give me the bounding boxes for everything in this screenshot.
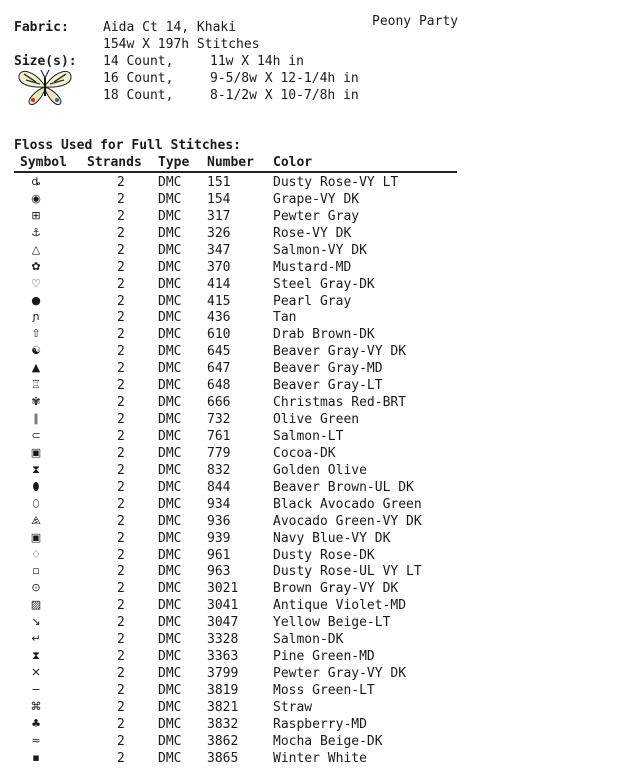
table-row (0, 598, 640, 615)
symbol-icon: ⧌ (31, 513, 41, 527)
type-cell: DMC (158, 733, 182, 749)
table-row (0, 226, 640, 243)
table-row (0, 531, 640, 548)
strands-cell: 2 (117, 581, 125, 597)
number-cell: 3363 (207, 649, 239, 664)
table-row (0, 615, 640, 632)
symbol-icon: ɲ (32, 310, 40, 324)
symbol-icon: ▨ (30, 598, 42, 612)
symbol-icon: ♖ (31, 378, 41, 392)
color-cell: Beaver Brown-UL DK (273, 479, 414, 495)
strands-cell: 2 (117, 175, 125, 190)
col-number: Number (207, 155, 254, 170)
strands-cell: 2 (117, 293, 125, 309)
color-cell: Mocha Beige-DK (273, 733, 383, 749)
symbol-icon: ▫ (32, 564, 40, 578)
table-row (0, 649, 640, 666)
color-cell: Black Avocado Green (273, 496, 422, 512)
symbol-icon: ♡ (31, 276, 41, 290)
size-14-count: 14 Count, (103, 54, 174, 69)
header-rule (14, 171, 457, 173)
number-cell: 610 (207, 327, 231, 343)
table-row (0, 378, 640, 395)
type-cell: DMC (158, 564, 182, 580)
type-cell: DMC (158, 412, 182, 427)
strands-cell: 2 (117, 242, 125, 258)
number-cell: 414 (207, 276, 231, 292)
type-cell: DMC (158, 462, 182, 478)
symbol-icon: ▪ (32, 750, 40, 764)
symbol-icon: ♣ (31, 716, 41, 730)
color-cell: Salmon-VY DK (273, 242, 367, 258)
color-cell: Pewter Gray (273, 208, 360, 224)
color-cell: Pearl Gray (273, 293, 352, 309)
color-cell: Dusty Rose-DK (273, 547, 375, 563)
type-cell: DMC (158, 699, 182, 715)
number-cell: 3819 (207, 682, 239, 698)
type-cell: DMC (158, 750, 182, 766)
type-cell: DMC (158, 428, 182, 444)
symbol-icon: ♢ (31, 547, 41, 561)
table-row (0, 310, 640, 327)
fabric-label: Fabric: (14, 20, 69, 35)
color-cell: Avocado Green-VY DK (273, 513, 422, 529)
strands-cell: 2 (117, 564, 125, 580)
strands-cell: 2 (117, 598, 125, 614)
type-cell: DMC (158, 530, 182, 546)
strands-cell: 2 (117, 225, 125, 241)
color-cell: Beaver Gray-MD (273, 361, 383, 377)
number-cell: 648 (207, 378, 231, 394)
type-cell: DMC (158, 445, 182, 461)
color-cell: Raspberry-MD (273, 716, 367, 732)
type-cell: DMC (158, 513, 182, 529)
symbol-icon: △ (31, 242, 41, 256)
symbol-icon: ≈ (31, 733, 41, 747)
table-row (0, 192, 640, 209)
symbol-icon: ȡ (31, 175, 41, 188)
number-cell: 779 (207, 445, 231, 461)
type-cell: DMC (158, 259, 182, 275)
col-symbol: Symbol (20, 155, 67, 170)
type-cell: DMC (158, 666, 182, 681)
symbol-icon: ↵ (31, 632, 41, 646)
color-cell: Dusty Rose-VY LT (273, 175, 399, 190)
strands-cell: 2 (117, 428, 125, 444)
type-cell: DMC (158, 547, 182, 563)
color-cell: Cocoa-DK (273, 445, 336, 461)
number-cell: 934 (207, 496, 231, 512)
symbol-icon: ▣ (30, 530, 42, 544)
symbol-icon: ◉ (31, 191, 41, 205)
type-cell: DMC (158, 496, 182, 512)
size-18-dims: 8-1/2w X 10-7/8h in (210, 88, 359, 103)
symbol-icon: ⬮ (32, 479, 40, 493)
symbol-icon: ⌘ (30, 699, 42, 713)
type-cell: DMC (158, 208, 182, 224)
color-cell: Golden Olive (273, 462, 367, 478)
strands-cell: 2 (117, 666, 125, 681)
symbol-icon: ✾ (31, 395, 41, 409)
strands-cell: 2 (117, 462, 125, 478)
number-cell: 732 (207, 412, 231, 427)
symbol-icon: ∥ (33, 412, 39, 425)
number-cell: 647 (207, 361, 231, 377)
table-row (0, 175, 640, 192)
color-cell: Tan (273, 310, 297, 326)
color-cell: Christmas Red-BRT (273, 395, 407, 411)
symbol-icon: ⊂ (31, 428, 41, 442)
type-cell: DMC (158, 310, 182, 326)
strands-cell: 2 (117, 682, 125, 698)
butterfly-image (16, 64, 74, 108)
number-cell: 936 (207, 513, 231, 529)
strands-cell: 2 (117, 496, 125, 512)
number-cell: 3041 (207, 598, 239, 614)
table-row (0, 666, 640, 683)
stitch-count: 154w X 197h Stitches (103, 37, 260, 52)
color-cell: Mustard-MD (273, 259, 352, 275)
symbol-icon: ▣ (30, 445, 42, 459)
table-row (0, 344, 640, 361)
number-cell: 3821 (207, 699, 239, 715)
strands-cell: 2 (117, 750, 125, 766)
table-row (0, 497, 640, 514)
symbol-icon: ⧗ (32, 649, 40, 662)
color-cell: Grape-VY DK (273, 191, 360, 207)
number-cell: 832 (207, 462, 231, 478)
strands-cell: 2 (117, 191, 125, 207)
symbol-icon: ⊞ (31, 208, 41, 222)
strands-cell: 2 (117, 412, 125, 427)
strands-cell: 2 (117, 378, 125, 394)
strands-cell: 2 (117, 445, 125, 461)
strands-cell: 2 (117, 733, 125, 749)
strands-cell: 2 (117, 361, 125, 377)
number-cell: 963 (207, 564, 231, 580)
color-cell: Salmon-DK (273, 632, 344, 648)
symbol-icon: ⚓ (31, 225, 41, 239)
type-cell: DMC (158, 276, 182, 292)
table-row (0, 734, 640, 751)
type-cell: DMC (158, 581, 182, 597)
number-cell: 415 (207, 293, 231, 309)
color-cell: Pewter Gray-VY DK (273, 666, 407, 681)
strands-cell: 2 (117, 513, 125, 529)
type-cell: DMC (158, 615, 182, 631)
type-cell: DMC (158, 649, 182, 664)
type-cell: DMC (158, 395, 182, 411)
table-row (0, 700, 640, 717)
symbol-icon: ⇧ (31, 327, 41, 341)
strands-cell: 2 (117, 344, 125, 360)
table-row (0, 361, 640, 378)
color-cell: Navy Blue-VY DK (273, 530, 391, 546)
col-type: Type (158, 155, 190, 170)
strands-cell: 2 (117, 310, 125, 326)
type-cell: DMC (158, 327, 182, 343)
table-row (0, 717, 640, 734)
pattern-title: Peony Party (372, 14, 459, 29)
color-cell: Antique Violet-MD (273, 598, 407, 614)
table-row (0, 564, 640, 581)
color-cell: Dusty Rose-UL VY LT (273, 564, 422, 580)
strands-cell: 2 (117, 530, 125, 546)
strands-cell: 2 (117, 615, 125, 631)
number-cell: 645 (207, 344, 231, 360)
type-cell: DMC (158, 191, 182, 207)
type-cell: DMC (158, 242, 182, 258)
strands-cell: 2 (117, 699, 125, 715)
number-cell: 3799 (207, 666, 239, 681)
table-row (0, 446, 640, 463)
strands-cell: 2 (117, 479, 125, 495)
table-row (0, 581, 640, 598)
symbol-icon: ▲ (31, 361, 41, 375)
symbol-icon: ✿ (31, 259, 41, 273)
strands-cell: 2 (117, 259, 125, 275)
table-row (0, 632, 640, 649)
strands-cell: 2 (117, 547, 125, 563)
number-cell: 3328 (207, 632, 239, 648)
size-18-count: 18 Count, (103, 88, 174, 103)
table-row (0, 243, 640, 260)
color-cell: Brown Gray-VY DK (273, 581, 399, 597)
strands-cell: 2 (117, 395, 125, 411)
size-16-count: 16 Count, (103, 71, 174, 86)
number-cell: 666 (207, 395, 231, 411)
number-cell: 151 (207, 175, 231, 190)
type-cell: DMC (158, 361, 182, 377)
fabric-value: Aida Ct 14, Khaki (103, 20, 237, 35)
strands-cell: 2 (117, 716, 125, 732)
color-cell: Salmon-LT (273, 428, 344, 444)
type-cell: DMC (158, 378, 182, 394)
number-cell: 436 (207, 310, 231, 326)
number-cell: 326 (207, 225, 231, 241)
color-cell: Yellow Beige-LT (273, 615, 391, 631)
color-cell: Beaver Gray-VY DK (273, 344, 407, 360)
strands-cell: 2 (117, 327, 125, 343)
table-row (0, 548, 640, 565)
number-cell: 961 (207, 547, 231, 563)
number-cell: 844 (207, 479, 231, 495)
number-cell: 347 (207, 242, 231, 258)
table-row (0, 429, 640, 446)
number-cell: 939 (207, 530, 231, 546)
table-row (0, 294, 640, 311)
strands-cell: 2 (117, 632, 125, 648)
table-row (0, 480, 640, 497)
col-color: Color (273, 155, 313, 170)
type-cell: DMC (158, 175, 182, 190)
table-row (0, 514, 640, 531)
symbol-icon: ⧗ (32, 462, 40, 476)
symbol-icon: ☯ (31, 344, 41, 358)
number-cell: 154 (207, 191, 231, 207)
color-cell: Winter White (273, 750, 367, 766)
type-cell: DMC (158, 293, 182, 309)
section-title: Floss Used for Full Stitches: (14, 138, 241, 153)
table-row (0, 260, 640, 277)
type-cell: DMC (158, 682, 182, 698)
color-cell: Steel Gray-DK (273, 276, 375, 292)
color-cell: Rose-VY DK (273, 225, 352, 241)
type-cell: DMC (158, 225, 182, 241)
col-strands: Strands (87, 155, 142, 170)
symbol-icon: ↘ (31, 615, 41, 629)
symbol-icon: ● (31, 293, 41, 307)
number-cell: 317 (207, 208, 231, 224)
table-row (0, 463, 640, 480)
type-cell: DMC (158, 632, 182, 648)
color-cell: Beaver Gray-LT (273, 378, 383, 394)
number-cell: 3862 (207, 733, 239, 749)
strands-cell: 2 (117, 649, 125, 664)
table-row (0, 209, 640, 226)
size-16-dims: 9-5/8w X 12-1/4h in (210, 71, 359, 86)
type-cell: DMC (158, 598, 182, 614)
table-row (0, 751, 640, 768)
strands-cell: 2 (117, 276, 125, 292)
size-14-dims: 11w X 14h in (210, 54, 304, 69)
symbol-icon: − (31, 682, 41, 696)
number-cell: 761 (207, 428, 231, 444)
table-row (0, 683, 640, 700)
color-cell: Olive Green (273, 412, 360, 427)
color-cell: Straw (273, 699, 313, 715)
color-cell: Drab Brown-DK (273, 327, 375, 343)
color-cell: Pine Green-MD (273, 649, 375, 664)
symbol-icon: ⊙ (31, 581, 41, 595)
type-cell: DMC (158, 716, 182, 732)
type-cell: DMC (158, 479, 182, 495)
number-cell: 3832 (207, 716, 239, 732)
table-row (0, 395, 640, 412)
type-cell: DMC (158, 344, 182, 360)
size-label: Size(s): (14, 54, 77, 69)
number-cell: 370 (207, 259, 231, 275)
table-row (0, 327, 640, 344)
table-row (0, 412, 640, 429)
strands-cell: 2 (117, 208, 125, 224)
number-cell: 3047 (207, 615, 239, 631)
symbol-icon: ✕ (31, 666, 41, 679)
color-cell: Moss Green-LT (273, 682, 375, 698)
number-cell: 3865 (207, 750, 239, 766)
table-row (0, 277, 640, 294)
symbol-icon: ⬯ (32, 496, 40, 510)
number-cell: 3021 (207, 581, 239, 597)
